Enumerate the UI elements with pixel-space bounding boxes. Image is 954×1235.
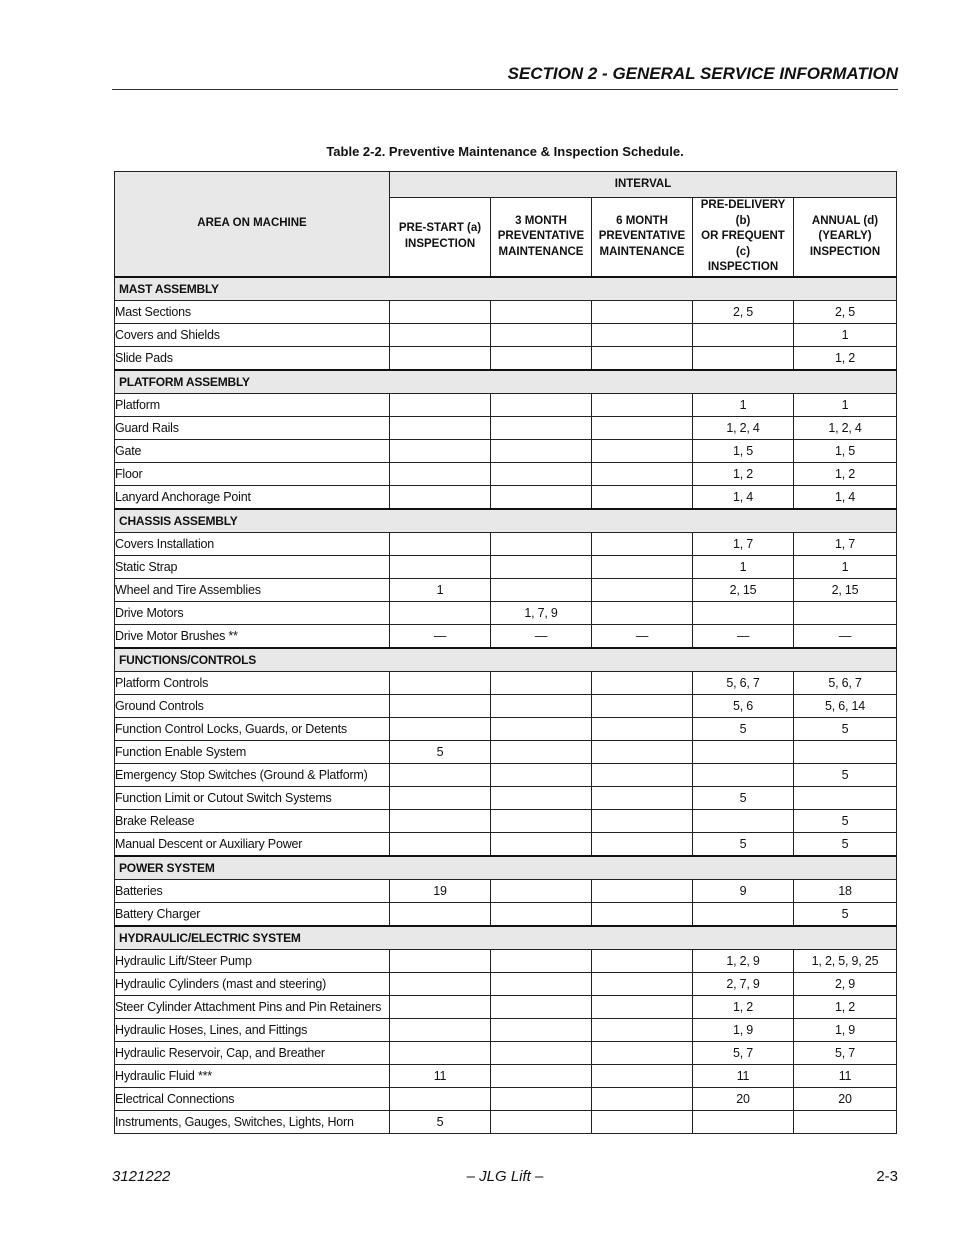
interval-cell: 1, 4 xyxy=(794,485,897,509)
area-on-machine-header: AREA ON MACHINE xyxy=(115,172,390,277)
interval-cell xyxy=(491,346,592,370)
column-header-line: INSPECTION xyxy=(707,261,779,273)
row-label: Hydraulic Cylinders (mast and steering) xyxy=(115,972,390,995)
interval-cell xyxy=(592,740,693,763)
interval-cell: — xyxy=(794,624,897,648)
interval-cell xyxy=(794,786,897,809)
interval-cell: 1, 9 xyxy=(693,1018,794,1041)
interval-cell: 5, 6 xyxy=(693,694,794,717)
row-label: Hydraulic Reservoir, Cap, and Breather xyxy=(115,1041,390,1064)
interval-cell xyxy=(592,439,693,462)
interval-cell xyxy=(693,902,794,926)
footer-brand: – JLG Lift – xyxy=(466,1168,544,1185)
interval-cell: 1, 4 xyxy=(693,485,794,509)
row-label: Ground Controls xyxy=(115,694,390,717)
interval-cell xyxy=(491,832,592,856)
interval-cell xyxy=(491,694,592,717)
section-title: FUNCTIONS/CONTROLS xyxy=(115,648,897,672)
interval-cell: 2, 5 xyxy=(794,300,897,323)
interval-cell xyxy=(491,1018,592,1041)
interval-cell xyxy=(390,532,491,555)
row-label: Brake Release xyxy=(115,809,390,832)
interval-cell xyxy=(491,717,592,740)
table-row xyxy=(115,462,897,485)
interval-cell xyxy=(592,1018,693,1041)
row-label: Static Strap xyxy=(115,555,390,578)
interval-cell xyxy=(491,323,592,346)
column-header-line: PRE-DELIVERY (b) xyxy=(700,199,786,227)
interval-cell xyxy=(491,1110,592,1133)
table-row xyxy=(115,1018,897,1041)
interval-cell xyxy=(390,485,491,509)
section-title: PLATFORM ASSEMBLY xyxy=(115,370,897,394)
interval-cell: 1 xyxy=(794,555,897,578)
interval-cell xyxy=(592,323,693,346)
section-title: SECTION 2 - GENERAL SERVICE INFORMATION xyxy=(507,64,898,83)
interval-cell: 1, 2, 4 xyxy=(794,416,897,439)
interval-cell xyxy=(491,1041,592,1064)
interval-cell: 1, 2 xyxy=(794,995,897,1018)
row-label: Drive Motor Brushes ** xyxy=(115,624,390,648)
interval-cell xyxy=(592,532,693,555)
interval-cell: 1, 2 xyxy=(693,462,794,485)
interval-cell xyxy=(390,1018,491,1041)
interval-cell: 1, 2, 9 xyxy=(693,949,794,972)
interval-cell xyxy=(390,323,491,346)
interval-column-header xyxy=(390,198,491,277)
interval-cell xyxy=(592,601,693,624)
section-row xyxy=(115,648,897,672)
table-row xyxy=(115,578,897,601)
interval-cell xyxy=(491,416,592,439)
interval-cell xyxy=(794,740,897,763)
interval-cell: 1 xyxy=(794,323,897,346)
interval-cell xyxy=(693,809,794,832)
interval-cell xyxy=(390,555,491,578)
interval-cell xyxy=(390,995,491,1018)
row-label: Electrical Connections xyxy=(115,1087,390,1110)
table-row xyxy=(115,740,897,763)
interval-cell: 5 xyxy=(794,832,897,856)
interval-cell xyxy=(491,949,592,972)
interval-cell: 1, 7 xyxy=(794,532,897,555)
interval-cell xyxy=(390,763,491,786)
interval-cell xyxy=(592,1087,693,1110)
column-header-line: 3 MONTH xyxy=(515,214,567,227)
interval-cell: 1 xyxy=(693,555,794,578)
interval-cell xyxy=(491,485,592,509)
maintenance-schedule-table xyxy=(114,171,897,1134)
interval-cell: 11 xyxy=(794,1064,897,1087)
interval-cell xyxy=(491,740,592,763)
interval-cell: 1, 2 xyxy=(794,462,897,485)
interval-cell: 5, 6, 14 xyxy=(794,694,897,717)
row-label: Platform xyxy=(115,393,390,416)
interval-cell xyxy=(390,786,491,809)
table-row xyxy=(115,809,897,832)
row-label: Hydraulic Hoses, Lines, and Fittings xyxy=(115,1018,390,1041)
interval-cell xyxy=(491,555,592,578)
interval-cell xyxy=(491,879,592,902)
interval-cell xyxy=(592,1064,693,1087)
row-label: Lanyard Anchorage Point xyxy=(115,485,390,509)
interval-cell: 1 xyxy=(794,393,897,416)
row-label: Function Control Locks, Guards, or Detents xyxy=(115,717,390,740)
interval-cell xyxy=(390,1087,491,1110)
interval-cell: 5 xyxy=(794,717,897,740)
row-label: Manual Descent or Auxiliary Power xyxy=(115,832,390,856)
table-row xyxy=(115,694,897,717)
interval-column-header xyxy=(491,198,592,277)
interval-cell xyxy=(592,995,693,1018)
column-header-line: MAINTENANCE xyxy=(599,245,685,258)
table-row xyxy=(115,1041,897,1064)
interval-cell xyxy=(390,671,491,694)
interval-cell xyxy=(693,323,794,346)
column-header-line: 6 MONTH xyxy=(616,214,668,227)
row-label: Slide Pads xyxy=(115,346,390,370)
interval-cell xyxy=(794,601,897,624)
interval-cell xyxy=(491,578,592,601)
header-rule xyxy=(112,89,898,90)
table-row xyxy=(115,323,897,346)
row-label: Steer Cylinder Attachment Pins and Pin Retainers xyxy=(115,995,390,1018)
interval-cell: 5 xyxy=(794,763,897,786)
interval-column-header xyxy=(794,198,897,277)
column-header-line: PRE-START (a) xyxy=(398,222,482,235)
interval-cell: 2, 7, 9 xyxy=(693,972,794,995)
interval-cell xyxy=(592,346,693,370)
section-title: HYDRAULIC/ELECTRIC SYSTEM xyxy=(115,926,897,950)
row-label: Covers Installation xyxy=(115,532,390,555)
row-label: Covers and Shields xyxy=(115,323,390,346)
interval-cell: 5 xyxy=(693,786,794,809)
table-row xyxy=(115,346,897,370)
interval-cell: 2, 5 xyxy=(693,300,794,323)
table-row xyxy=(115,532,897,555)
column-header-line: INSPECTION xyxy=(404,237,476,250)
row-label: Battery Charger xyxy=(115,902,390,926)
table-row xyxy=(115,300,897,323)
interval-cell xyxy=(592,786,693,809)
interval-cell xyxy=(390,462,491,485)
interval-cell xyxy=(592,902,693,926)
interval-cell xyxy=(592,393,693,416)
interval-cell: 1, 7, 9 xyxy=(491,601,592,624)
interval-cell xyxy=(390,972,491,995)
interval-cell xyxy=(491,300,592,323)
interval-cell: — xyxy=(390,624,491,648)
interval-cell xyxy=(693,763,794,786)
section-title: MAST ASSEMBLY xyxy=(115,277,897,301)
row-label: Hydraulic Lift/Steer Pump xyxy=(115,949,390,972)
interval-cell: 1, 9 xyxy=(794,1018,897,1041)
interval-cell: 5 xyxy=(794,809,897,832)
interval-cell: 1, 7 xyxy=(693,532,794,555)
table-row xyxy=(115,1087,897,1110)
interval-cell: 1 xyxy=(390,578,491,601)
interval-cell xyxy=(592,578,693,601)
table-row xyxy=(115,671,897,694)
table-row xyxy=(115,601,897,624)
row-label: Hydraulic Fluid *** xyxy=(115,1064,390,1087)
interval-cell: 1 xyxy=(693,393,794,416)
interval-cell: 5 xyxy=(794,902,897,926)
interval-cell: 19 xyxy=(390,879,491,902)
interval-cell xyxy=(491,995,592,1018)
interval-cell: 5, 6, 7 xyxy=(794,671,897,694)
interval-header: INTERVAL xyxy=(390,172,897,198)
interval-cell: 5 xyxy=(693,717,794,740)
interval-cell xyxy=(592,879,693,902)
column-header-line: (YEARLY) xyxy=(818,230,872,242)
table-row xyxy=(115,485,897,509)
interval-cell xyxy=(592,763,693,786)
interval-cell: 5, 7 xyxy=(794,1041,897,1064)
column-header-line: MAINTENANCE xyxy=(498,245,584,258)
row-label: Batteries xyxy=(115,879,390,902)
column-header-line: ANNUAL (d) xyxy=(811,214,879,227)
section-row xyxy=(115,926,897,950)
table-row xyxy=(115,832,897,856)
interval-cell xyxy=(592,694,693,717)
interval-cell xyxy=(794,1110,897,1133)
interval-cell xyxy=(592,671,693,694)
interval-cell xyxy=(491,462,592,485)
interval-cell xyxy=(592,809,693,832)
column-header-line: OR FREQUENT (c) xyxy=(701,230,785,258)
interval-cell xyxy=(491,671,592,694)
interval-cell xyxy=(592,416,693,439)
interval-cell xyxy=(390,439,491,462)
table-row xyxy=(115,439,897,462)
table-row xyxy=(115,972,897,995)
table-row xyxy=(115,763,897,786)
table-row xyxy=(115,717,897,740)
row-label: Guard Rails xyxy=(115,416,390,439)
interval-cell: 5, 7 xyxy=(693,1041,794,1064)
row-label: Function Limit or Cutout Switch Systems xyxy=(115,786,390,809)
interval-cell xyxy=(390,1041,491,1064)
interval-cell: 5 xyxy=(390,740,491,763)
row-label: Drive Motors xyxy=(115,601,390,624)
table-row xyxy=(115,416,897,439)
interval-cell xyxy=(390,601,491,624)
section-row xyxy=(115,277,897,301)
row-label: Emergency Stop Switches (Ground & Platform) xyxy=(115,763,390,786)
interval-cell: — xyxy=(592,624,693,648)
column-header-line: PREVENTATIVE xyxy=(598,230,686,242)
interval-cell xyxy=(592,555,693,578)
interval-cell xyxy=(592,949,693,972)
interval-cell: 1, 2 xyxy=(693,995,794,1018)
interval-cell xyxy=(592,832,693,856)
interval-cell: 11 xyxy=(390,1064,491,1087)
interval-cell xyxy=(390,393,491,416)
table-title: Table 2-2. Preventive Maintenance & Inspection Schedule. xyxy=(326,144,684,159)
interval-cell xyxy=(592,1041,693,1064)
section-row xyxy=(115,856,897,880)
row-label: Gate xyxy=(115,439,390,462)
interval-cell: 2, 9 xyxy=(794,972,897,995)
interval-cell: 20 xyxy=(794,1087,897,1110)
interval-cell: 20 xyxy=(693,1087,794,1110)
table-row xyxy=(115,786,897,809)
interval-cell xyxy=(491,532,592,555)
interval-cell xyxy=(491,1087,592,1110)
interval-cell xyxy=(390,832,491,856)
interval-cell xyxy=(390,300,491,323)
interval-cell xyxy=(491,786,592,809)
interval-cell xyxy=(491,763,592,786)
table-row xyxy=(115,624,897,648)
row-label: Wheel and Tire Assemblies xyxy=(115,578,390,601)
interval-cell: 5, 6, 7 xyxy=(693,671,794,694)
document-number: 3121222 xyxy=(112,1168,171,1185)
interval-cell: 1, 2, 4 xyxy=(693,416,794,439)
page-number: 2-3 xyxy=(876,1168,898,1185)
interval-cell xyxy=(592,462,693,485)
row-label: Platform Controls xyxy=(115,671,390,694)
interval-cell: 5 xyxy=(693,832,794,856)
interval-cell xyxy=(491,902,592,926)
interval-cell xyxy=(390,717,491,740)
section-row xyxy=(115,509,897,533)
interval-cell: 1, 5 xyxy=(794,439,897,462)
interval-cell xyxy=(491,972,592,995)
interval-cell: 2, 15 xyxy=(693,578,794,601)
interval-column-header xyxy=(693,198,794,277)
interval-cell: 11 xyxy=(693,1064,794,1087)
row-label: Function Enable System xyxy=(115,740,390,763)
interval-column-header xyxy=(592,198,693,277)
table-row xyxy=(115,1110,897,1133)
interval-cell xyxy=(592,485,693,509)
interval-cell xyxy=(592,717,693,740)
interval-cell: 1, 2, 5, 9, 25 xyxy=(794,949,897,972)
interval-cell: — xyxy=(491,624,592,648)
table-row xyxy=(115,555,897,578)
interval-cell xyxy=(491,393,592,416)
section-title: CHASSIS ASSEMBLY xyxy=(115,509,897,533)
table-row xyxy=(115,949,897,972)
interval-cell: 18 xyxy=(794,879,897,902)
section-row xyxy=(115,370,897,394)
table-row xyxy=(115,1064,897,1087)
interval-cell xyxy=(390,809,491,832)
table-row xyxy=(115,995,897,1018)
table-row xyxy=(115,902,897,926)
interval-cell xyxy=(390,902,491,926)
interval-cell xyxy=(592,300,693,323)
row-label: Mast Sections xyxy=(115,300,390,323)
interval-cell xyxy=(693,740,794,763)
interval-cell xyxy=(390,694,491,717)
row-label: Instruments, Gauges, Switches, Lights, Horn xyxy=(115,1110,390,1133)
interval-cell: 1, 2 xyxy=(794,346,897,370)
section-title: POWER SYSTEM xyxy=(115,856,897,880)
interval-cell xyxy=(491,439,592,462)
interval-cell xyxy=(693,601,794,624)
column-header-line: PREVENTATIVE xyxy=(497,230,585,242)
interval-cell: 9 xyxy=(693,879,794,902)
interval-cell: — xyxy=(693,624,794,648)
table-row xyxy=(115,879,897,902)
interval-cell: 2, 15 xyxy=(794,578,897,601)
row-label: Floor xyxy=(115,462,390,485)
interval-cell xyxy=(592,972,693,995)
table-row xyxy=(115,393,897,416)
interval-cell xyxy=(693,1110,794,1133)
interval-cell xyxy=(390,949,491,972)
interval-cell xyxy=(390,416,491,439)
interval-cell xyxy=(592,1110,693,1133)
column-header-line: INSPECTION xyxy=(809,245,881,258)
interval-cell xyxy=(693,346,794,370)
interval-cell xyxy=(491,809,592,832)
interval-cell xyxy=(390,346,491,370)
interval-cell: 1, 5 xyxy=(693,439,794,462)
interval-cell xyxy=(491,1064,592,1087)
interval-cell: 5 xyxy=(390,1110,491,1133)
